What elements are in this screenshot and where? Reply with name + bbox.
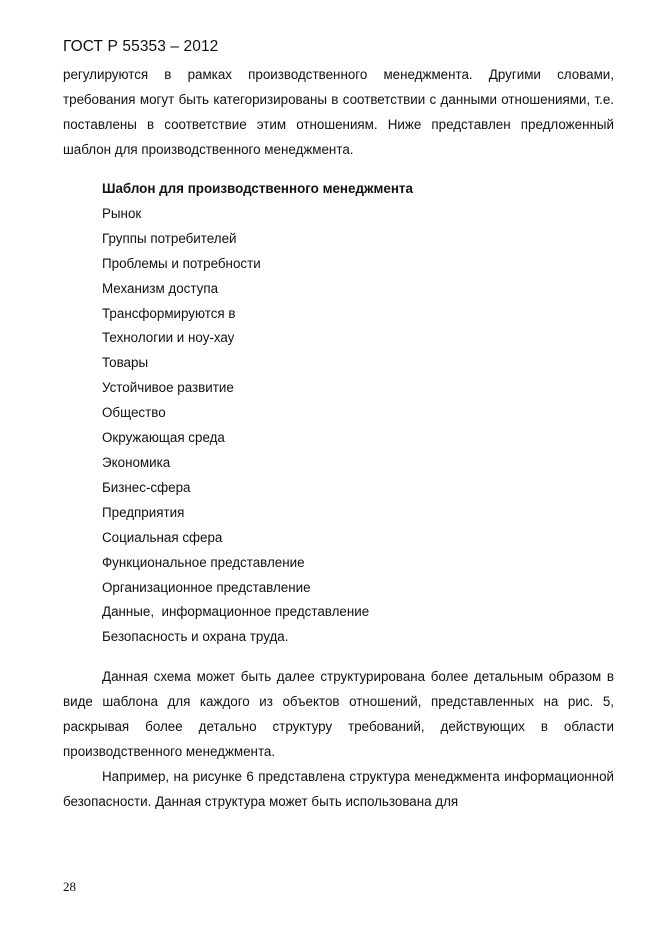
- template-item-economy: Экономика: [102, 454, 171, 470]
- document-header: ГОСТ Р 55353 – 2012: [63, 38, 219, 55]
- template-item-technologies: Технологии и ноу-хау: [102, 330, 235, 346]
- template-item-data-info-view: Данные, информационное представление: [102, 604, 370, 620]
- template-section: [102, 177, 582, 650]
- body-block: [63, 665, 614, 814]
- template-item-business-sphere: Бизнес-сфера: [102, 479, 191, 495]
- template-item-functional-view: Функциональное представление: [102, 554, 305, 570]
- template-item-market: Рынок: [102, 205, 142, 221]
- template-item-consumer-groups: Группы потребителей: [102, 230, 237, 246]
- template-item-social-sphere: Социальная сфера: [102, 529, 223, 545]
- template-item-transformed-into: Трансформируются в: [102, 305, 236, 321]
- template-item-enterprises: Предприятия: [102, 504, 185, 520]
- template-item-problems-needs: Проблемы и потребности: [102, 255, 261, 271]
- template-item-society: Общество: [102, 405, 166, 421]
- template-item-environment: Окружающая среда: [102, 430, 225, 446]
- template-list: [102, 202, 582, 650]
- body-paragraph-1: Данная схема может быть далее структурирована более детальным образом в виде шаблона для каждого из объектов отношений, представленных на рис. 5, раскрывая более детально структуру требований, действующих в области производственного менеджмента.: [63, 669, 614, 759]
- body-paragraph-2: Например, на рисунке 6 представлена структура менеджмента информационной безопасности. Данная структура может быть использована для: [63, 768, 614, 809]
- template-item-sustainable-development: Устойчивое развитие: [102, 380, 234, 396]
- template-item-access-mechanism: Механизм доступа: [102, 280, 219, 296]
- intro-block: [63, 63, 614, 163]
- template-item-organizational-view: Организационное представление: [102, 579, 311, 595]
- template-title: Шаблон для производственного менеджмента: [102, 181, 413, 196]
- page-number: 28: [63, 879, 76, 894]
- intro-paragraph: регулируются в рамках производственного менеджмента. Другими словами, требования могут быть категоризированы в соответствии с данными отношениями, т.е. поставлены в соответствие этим отношениям. Ниже представлен предложенный шаблон для производственного менеджмента.: [63, 67, 614, 157]
- template-item-goods: Товары: [102, 355, 149, 371]
- template-item-safety: Безопасность и охрана труда.: [102, 629, 289, 645]
